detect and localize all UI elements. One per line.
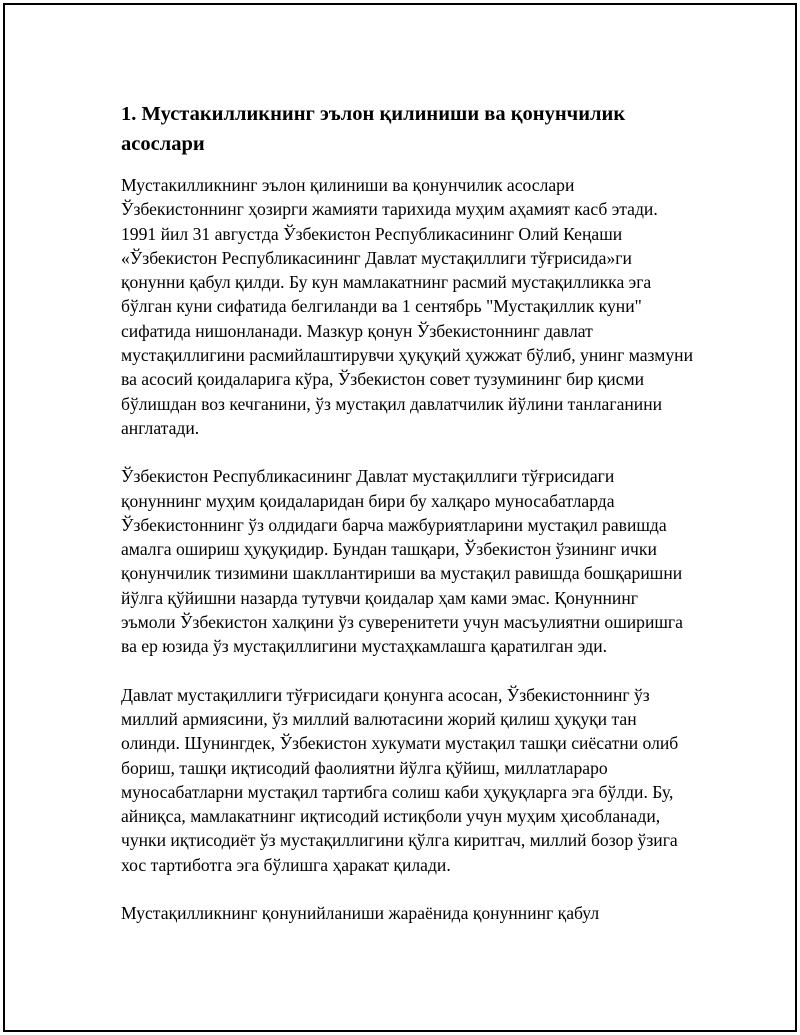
document-heading: 1. Мустакилликнинг эълон қилиниши ва қонунчилик асослари [121, 103, 626, 155]
document-body [121, 99, 696, 949]
paragraph-4: Мустақилликнинг қонунийланиши жараёнида қонуннинг қабул [121, 903, 600, 924]
paragraph-3: Давлат мустақиллиги тўғрисидаги қонунга асосан, Ўзбекистоннинг ўз миллий армиясини, ўз миллий валютасини жорий қилиш ҳуқуқи тан олинди. Шунингдек, Ўзбекистон хукумати мустақил ташқи сиёсатни олиб бориш, ташқи иқтисодий фаолиятни йўлга қўйиш, миллатлараро муносабатларни мустақил тартибга солиш каби ҳуқуқларга эга бўлди. Бу, айниқса, мамлакатнинг иқтисодий истиқболи учун муҳим ҳисобланади, чунки иқтисодиёт ўз мустақиллигини қўлга киритгач, миллий бозор ўзига хос тартиботга эга бўлишга ҳаракат қилади. [121, 684, 679, 875]
page-frame [3, 3, 797, 1032]
paragraph-2: Ўзбекистон Республикасининг Давлат мустақиллиги тўғрисидаги қонуннинг муҳим қоидаларидан бири бу халқаро муносабатларда Ўзбекистоннинг ўз олдидаги барча мажбуриятларини мустақил равишда амалга ошириш ҳуқуқидир. Бундан ташқари, Ўзбекистон ўзининг ички қонунчилик тизимини шакллантириши ва мустақил равишда бошқаришни йўлга қўйишни назарда тутувчи қоидалар ҳам ками эмас. Қонуннинг эъмоли Ўзбекистон халқини ўз суверенитети учун масъулиятни оширишга ва ер юзида ўз мустақиллигини мустаҳкамлашга қаратилган эди. [121, 466, 683, 657]
paragraph-1: Мустакилликнинг эълон қилиниши ва қонунчилик асослари Ўзбекистоннинг ҳозирги жамияти тарихида муҳим аҳамият касб этади. 1991 йил 31 августда Ўзбекистон Республикасининг Олий Кеңаши «Ўзбекистон Республикасининг Давлат мустақиллиги тўғрисида»ги қонунни қабул қилди. Бу кун мамлакатнинг расмий мустақилликка эга бўлган куни сифатида белгиланди ва 1 сентябрь "Мустақиллик куни" сифатида нишонланади. Мазкур қонун Ўзбекистоннинг давлат мустақиллигини расмийлаштирувчи ҳуқуқий ҳужжат бўлиб, унинг мазмуни ва асосий қоидаларига кўра, Ўзбекистон совет тузумининг бир қисми бўлишдан воз кечганини, ўз мустақил давлатчилик йўлини танлаганини англатади. [121, 175, 693, 438]
